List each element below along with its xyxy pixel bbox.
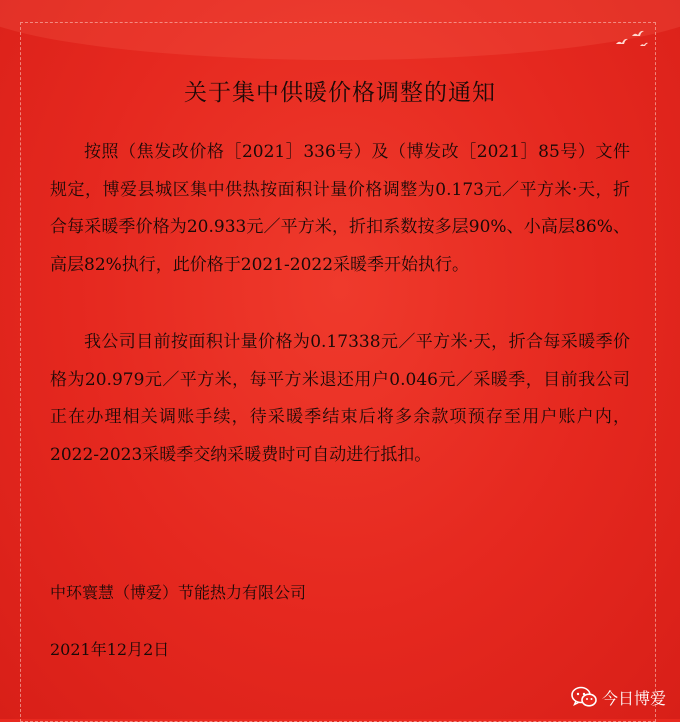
- doves-icon: [612, 26, 652, 50]
- company-signature: 中环寰慧（博爱）节能热力有限公司: [50, 583, 307, 602]
- wechat-icon: [570, 685, 598, 709]
- watermark-text: 今日博爱: [601, 688, 666, 708]
- notice-paragraph-1: 按照（焦发改价格［2021］336号）及（博发改［2021］85号）文件规定，博爱县城区集中供热按面积计量价格调整为0.173元／平方米·天，折合每采暖季价格为20.933元／平方米，折扣系数按多层90%、小高层86%、高层82%执行，此价格于2021-2022采暖季开始执行。: [50, 142, 630, 275]
- notice-date: 2021年12月2日: [50, 640, 170, 659]
- notice-paragraph-2: 我公司目前按面积计量价格为0.17338元／平方米·天，折合每采暖季价格为20.979元／平方米，每平方米退还用户0.046元／采暖季，目前我公司正在办理相关调账手续，待采暖季结束后将多余款项预存至用户账户内，2022-2023采暖季交纳采暖费时可自动进行抵扣。: [50, 332, 630, 465]
- account-watermark: [570, 685, 666, 709]
- notice-title: 关于集中供暖价格调整的通知: [184, 80, 496, 106]
